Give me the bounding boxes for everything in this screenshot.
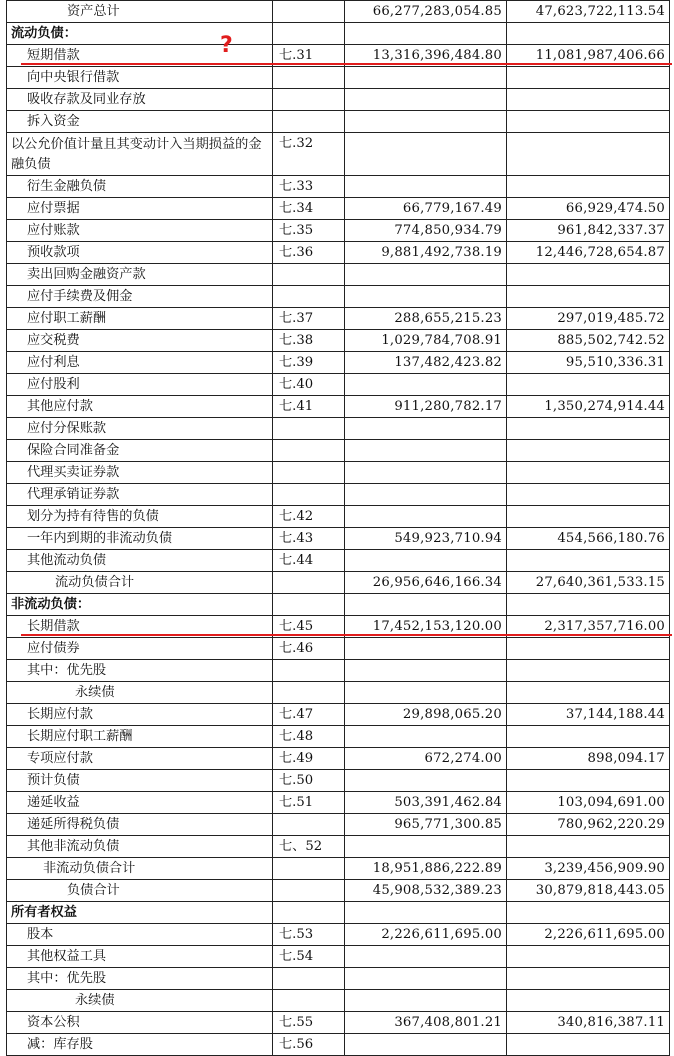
row-item: 应付股利	[7, 374, 273, 396]
row-item: 衍生金融负债	[7, 176, 273, 198]
row-item: 拆入资金	[7, 111, 273, 133]
row-current	[345, 968, 507, 990]
row-prior	[507, 418, 670, 440]
row-item: 向中央银行借款	[7, 67, 273, 89]
row-note: 七.51	[273, 792, 345, 814]
row-note: 七.45	[273, 616, 345, 638]
row-item: 以公允价值计量且其变动计入当期损益的金融负债	[7, 133, 273, 176]
row-item: 其他权益工具	[7, 946, 273, 968]
row-current: 17,452,153,120.00	[345, 616, 507, 638]
row-item: 应付债券	[7, 638, 273, 660]
row-note	[273, 858, 345, 880]
row-note	[273, 902, 345, 924]
row-note: 七.36	[273, 242, 345, 264]
row-note	[273, 990, 345, 1012]
row-current	[345, 374, 507, 396]
row-item: 负债合计	[7, 880, 273, 902]
row-prior: 30,879,818,443.05	[507, 880, 670, 902]
row-prior: 885,502,742.52	[507, 330, 670, 352]
row-note: 七.32	[273, 133, 345, 176]
row-current	[345, 902, 507, 924]
row-prior: 66,929,474.50	[507, 198, 670, 220]
row-item: 其他流动负债	[7, 550, 273, 572]
table-row	[7, 748, 670, 770]
row-prior: 961,842,337.37	[507, 220, 670, 242]
row-prior	[507, 374, 670, 396]
row-note: 七.31	[273, 45, 345, 67]
row-item: 递延收益	[7, 792, 273, 814]
row-note	[273, 418, 345, 440]
row-prior: 12,446,728,654.87	[507, 242, 670, 264]
row-note: 七.53	[273, 924, 345, 946]
row-note: 七.49	[273, 748, 345, 770]
section-header-row	[7, 594, 670, 616]
row-prior	[507, 638, 670, 660]
row-prior: 454,566,180.76	[507, 528, 670, 550]
row-current	[345, 484, 507, 506]
row-item: 长期借款	[7, 616, 273, 638]
row-item: 其他应付款	[7, 396, 273, 418]
row-item: 流动负债合计	[7, 572, 273, 594]
table-row	[7, 1012, 670, 1034]
row-note: 七.47	[273, 704, 345, 726]
row-current: 549,923,710.94	[345, 528, 507, 550]
row-prior: 297,019,485.72	[507, 308, 670, 330]
table-row	[7, 374, 670, 396]
row-note: 七.46	[273, 638, 345, 660]
row-prior	[507, 682, 670, 704]
row-note	[273, 264, 345, 286]
row-note	[273, 1, 345, 23]
row-note	[273, 572, 345, 594]
table-row	[7, 67, 670, 89]
row-item: 其他非流动负债	[7, 836, 273, 858]
row-prior	[507, 550, 670, 572]
row-current	[345, 990, 507, 1012]
table-row	[7, 814, 670, 836]
row-current	[345, 726, 507, 748]
row-current: 66,277,283,054.85	[345, 1, 507, 23]
row-note	[273, 286, 345, 308]
row-note: 七.39	[273, 352, 345, 374]
long-term-loan-underline	[21, 634, 672, 636]
row-note	[273, 440, 345, 462]
table-row	[7, 550, 670, 572]
row-current	[345, 1034, 507, 1056]
row-item: 专项应付款	[7, 748, 273, 770]
row-current	[345, 946, 507, 968]
row-prior: 95,510,336.31	[507, 352, 670, 374]
row-prior	[507, 111, 670, 133]
table-row	[7, 111, 670, 133]
short-term-loan-underline	[21, 63, 672, 65]
row-current: 137,482,423.82	[345, 352, 507, 374]
row-current	[345, 682, 507, 704]
row-item: 减：库存股	[7, 1034, 273, 1056]
table-row	[7, 176, 670, 198]
row-prior: 103,094,691.00	[507, 792, 670, 814]
row-current	[345, 67, 507, 89]
row-item: 其中：优先股	[7, 968, 273, 990]
row-note: 七.44	[273, 550, 345, 572]
row-current: 18,951,886,222.89	[345, 858, 507, 880]
row-note	[273, 111, 345, 133]
row-note	[273, 682, 345, 704]
row-current: 367,408,801.21	[345, 1012, 507, 1034]
row-note	[273, 880, 345, 902]
table-row	[7, 924, 670, 946]
table-row	[7, 440, 670, 462]
row-item: 吸收存款及同业存放	[7, 89, 273, 111]
row-item: 预计负债	[7, 770, 273, 792]
row-note: 七.37	[273, 308, 345, 330]
row-item: 长期应付职工薪酬	[7, 726, 273, 748]
row-prior	[507, 89, 670, 111]
row-note: 七.55	[273, 1012, 345, 1034]
row-prior: 340,816,387.11	[507, 1012, 670, 1034]
section-header-row	[7, 902, 670, 924]
row-prior	[507, 23, 670, 45]
row-prior	[507, 726, 670, 748]
row-item: 短期借款	[7, 45, 273, 67]
row-item: 保险合同准备金	[7, 440, 273, 462]
table-row	[7, 264, 670, 286]
row-prior: 898,094.17	[507, 748, 670, 770]
row-current: 672,274.00	[345, 748, 507, 770]
row-prior	[507, 176, 670, 198]
row-current: 13,316,396,484.80	[345, 45, 507, 67]
row-prior: 2,317,357,716.00	[507, 616, 670, 638]
table-row	[7, 242, 670, 264]
row-prior	[507, 286, 670, 308]
row-prior	[507, 440, 670, 462]
row-note	[273, 968, 345, 990]
row-item: 其中：优先股	[7, 660, 273, 682]
question-mark-annotation: ?	[220, 33, 233, 58]
row-item: 非流动负债合计	[7, 858, 273, 880]
row-prior	[507, 770, 670, 792]
row-note	[273, 660, 345, 682]
row-prior: 1,350,274,914.44	[507, 396, 670, 418]
row-prior: 780,962,220.29	[507, 814, 670, 836]
table-row	[7, 352, 670, 374]
row-item: 代理买卖证券款	[7, 462, 273, 484]
row-current	[345, 176, 507, 198]
table-row	[7, 990, 670, 1012]
row-note: 七、52	[273, 836, 345, 858]
row-current	[345, 264, 507, 286]
row-current	[345, 89, 507, 111]
row-note	[273, 23, 345, 45]
row-current	[345, 462, 507, 484]
row-note	[273, 484, 345, 506]
row-note: 七.41	[273, 396, 345, 418]
table-row	[7, 286, 670, 308]
row-prior	[507, 836, 670, 858]
table-row	[7, 198, 670, 220]
table-row	[7, 660, 670, 682]
row-current	[345, 506, 507, 528]
row-prior	[507, 968, 670, 990]
table-row	[7, 396, 670, 418]
row-current: 911,280,782.17	[345, 396, 507, 418]
table-row	[7, 418, 670, 440]
row-current: 9,881,492,738.19	[345, 242, 507, 264]
row-item: 永续债	[7, 682, 273, 704]
row-note	[273, 67, 345, 89]
table-row	[7, 792, 670, 814]
row-current	[345, 440, 507, 462]
row-item: 卖出回购金融资产款	[7, 264, 273, 286]
table-row	[7, 682, 670, 704]
table-row	[7, 89, 670, 111]
row-item: 应交税费	[7, 330, 273, 352]
row-prior	[507, 990, 670, 1012]
table-row	[7, 506, 670, 528]
row-prior	[507, 594, 670, 616]
row-note	[273, 594, 345, 616]
total-row	[7, 880, 670, 902]
row-current	[345, 594, 507, 616]
row-item: 应付账款	[7, 220, 273, 242]
row-item: 资产总计	[7, 1, 273, 23]
table-row	[7, 1, 670, 23]
row-note: 七.34	[273, 198, 345, 220]
row-prior	[507, 484, 670, 506]
row-current	[345, 638, 507, 660]
row-item: 应付分保账款	[7, 418, 273, 440]
row-current: 29,898,065.20	[345, 704, 507, 726]
row-current	[345, 418, 507, 440]
row-item: 长期应付款	[7, 704, 273, 726]
row-current: 66,779,167.49	[345, 198, 507, 220]
table-row	[7, 726, 670, 748]
table-row	[7, 638, 670, 660]
row-current	[345, 836, 507, 858]
row-item: 股本	[7, 924, 273, 946]
row-prior	[507, 946, 670, 968]
row-current	[345, 286, 507, 308]
row-current: 503,391,462.84	[345, 792, 507, 814]
row-note: 七.33	[273, 176, 345, 198]
table-row	[7, 133, 670, 176]
row-note	[273, 89, 345, 111]
row-item: 应付手续费及佣金	[7, 286, 273, 308]
row-current: 45,908,532,389.23	[345, 880, 507, 902]
row-prior	[507, 133, 670, 176]
row-item: 应付职工薪酬	[7, 308, 273, 330]
row-prior	[507, 264, 670, 286]
row-current: 774,850,934.79	[345, 220, 507, 242]
row-note: 七.40	[273, 374, 345, 396]
table-row	[7, 462, 670, 484]
row-note: 七.48	[273, 726, 345, 748]
row-item: 非流动负债：	[7, 594, 273, 616]
row-item: 代理承销证券款	[7, 484, 273, 506]
row-note: 七.50	[273, 770, 345, 792]
row-prior: 2,226,611,695.00	[507, 924, 670, 946]
row-item: 预收款项	[7, 242, 273, 264]
table-row	[7, 968, 670, 990]
row-current: 26,956,646,166.34	[345, 572, 507, 594]
row-prior: 37,144,188.44	[507, 704, 670, 726]
row-note	[273, 462, 345, 484]
row-current	[345, 23, 507, 45]
row-note: 七.43	[273, 528, 345, 550]
row-item: 递延所得税负债	[7, 814, 273, 836]
section-header-row	[7, 23, 670, 45]
row-current: 2,226,611,695.00	[345, 924, 507, 946]
row-prior	[507, 1034, 670, 1056]
row-prior	[507, 660, 670, 682]
row-note: 七.38	[273, 330, 345, 352]
table-row	[7, 528, 670, 550]
row-current	[345, 660, 507, 682]
row-prior	[507, 462, 670, 484]
row-note: 七.35	[273, 220, 345, 242]
row-item: 应付票据	[7, 198, 273, 220]
row-item: 一年内到期的非流动负债	[7, 528, 273, 550]
row-note: 七.42	[273, 506, 345, 528]
row-prior	[507, 67, 670, 89]
table-row	[7, 836, 670, 858]
row-current	[345, 770, 507, 792]
subtotal-row	[7, 858, 670, 880]
row-prior: 47,623,722,113.54	[507, 1, 670, 23]
table-row	[7, 946, 670, 968]
row-item: 流动负债：	[7, 23, 273, 45]
row-item: 永续债	[7, 990, 273, 1012]
table-row	[7, 220, 670, 242]
table-row	[7, 1034, 670, 1056]
table-row	[7, 704, 670, 726]
row-item: 划分为持有待售的负债	[7, 506, 273, 528]
subtotal-row	[7, 572, 670, 594]
table-row	[7, 308, 670, 330]
row-note	[273, 814, 345, 836]
row-current: 288,655,215.23	[345, 308, 507, 330]
row-item: 所有者权益	[7, 902, 273, 924]
row-item: 资本公积	[7, 1012, 273, 1034]
row-current	[345, 111, 507, 133]
row-prior: 11,081,987,406.66	[507, 45, 670, 67]
row-note: 七.54	[273, 946, 345, 968]
row-current: 1,029,784,708.91	[345, 330, 507, 352]
row-prior	[507, 506, 670, 528]
row-prior: 3,239,456,909.90	[507, 858, 670, 880]
table-row	[7, 330, 670, 352]
row-prior	[507, 902, 670, 924]
liabilities-table	[6, 0, 670, 1056]
table-row	[7, 484, 670, 506]
row-current	[345, 133, 507, 176]
row-prior: 27,640,361,533.15	[507, 572, 670, 594]
row-current: 965,771,300.85	[345, 814, 507, 836]
row-note: 七.56	[273, 1034, 345, 1056]
table-row	[7, 770, 670, 792]
row-current	[345, 550, 507, 572]
row-item: 应付利息	[7, 352, 273, 374]
